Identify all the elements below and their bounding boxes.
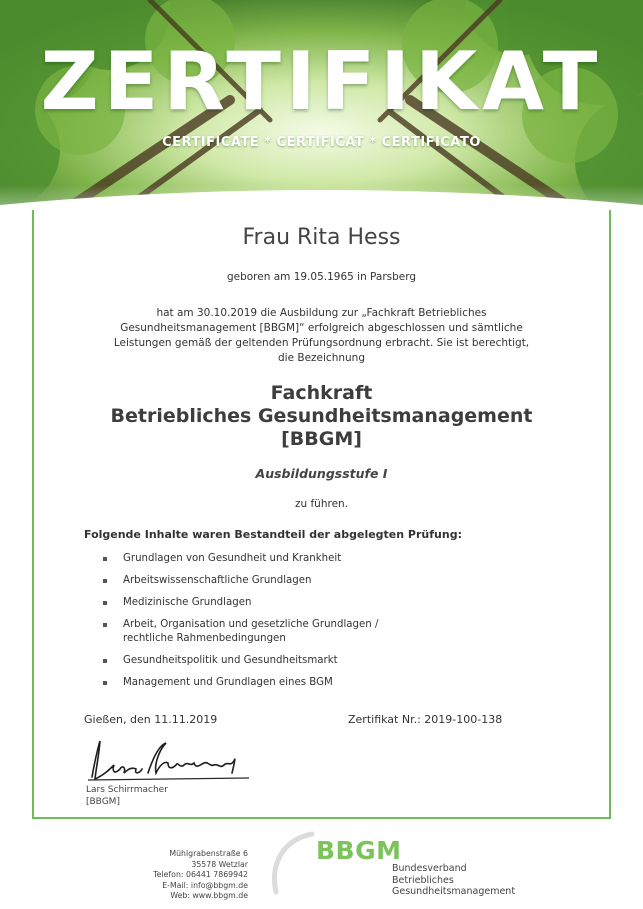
bullet-icon bbox=[103, 659, 107, 663]
organization-line: Bundesverband bbox=[392, 863, 467, 874]
address-web: Web: www.bbgm.de bbox=[170, 891, 248, 900]
handwritten-signature bbox=[84, 735, 254, 785]
statement-line: Leistungen gemäß der geltenden Prüfungsordnung erbracht. Sie ist berechtigt, bbox=[113, 337, 530, 349]
statement-line: die Bezeichnung bbox=[278, 352, 365, 364]
address-block bbox=[128, 849, 248, 902]
list-item bbox=[100, 596, 460, 610]
signature-image bbox=[84, 735, 254, 789]
lead-text: zu führen. bbox=[294, 498, 349, 510]
list-item-text: Management und Grundlagen eines BGM bbox=[123, 677, 333, 688]
signer-block bbox=[86, 784, 168, 808]
list-item-text: Arbeitswissenschaftliche Grundlagen bbox=[123, 575, 312, 586]
green-border-frame bbox=[32, 210, 611, 819]
address-city: 35578 Wetzlar bbox=[191, 859, 248, 869]
statement-line: hat am 30.10.2019 die Ausbildung zur „Fachkraft Betriebliches bbox=[156, 307, 487, 319]
statement-line: Gesundheitsmanagement [BBGM]“ erfolgreich abgeschlossen und sämtliche bbox=[120, 322, 523, 334]
organization-name bbox=[392, 863, 515, 898]
list-item bbox=[100, 654, 460, 668]
organization-line: Betriebliches bbox=[392, 874, 454, 886]
list-item bbox=[100, 552, 460, 566]
address-email: E-Mail: info@bbgm.de bbox=[162, 880, 248, 890]
signer-name: Lars Schirrmacher bbox=[86, 785, 168, 795]
list-item bbox=[100, 574, 460, 588]
signer-organization: [BBGM] bbox=[86, 797, 120, 807]
address-street: Mühlgrabenstraße 6 bbox=[169, 849, 248, 858]
training-level: Ausbildungsstufe I bbox=[255, 466, 388, 481]
qualification-title bbox=[60, 382, 583, 451]
certificate-subtitle: CERTIFICATE * CERTIFICAT * CERTIFICATO bbox=[162, 135, 481, 150]
list-item-text: Medizinische Grundlagen bbox=[123, 597, 252, 608]
certificate-title: ZERTIFIKAT bbox=[40, 35, 603, 128]
birth-line: geboren am 19.05.1965 in Parsberg bbox=[226, 271, 417, 283]
statement-paragraph bbox=[80, 306, 563, 366]
qualification-line: Fachkraft bbox=[270, 382, 373, 404]
bullet-icon bbox=[103, 557, 107, 561]
bullet-icon bbox=[103, 681, 107, 685]
bullet-icon bbox=[103, 623, 107, 627]
certificate-number: Zertifikat Nr.: 2019-100-138 bbox=[348, 713, 503, 726]
contents-list bbox=[100, 552, 460, 698]
bbgm-logo: BBGM bbox=[316, 836, 402, 865]
qualification-line: [BBGM] bbox=[281, 428, 362, 450]
bullet-icon bbox=[103, 579, 107, 583]
place-and-date: Gießen, den 11.11.2019 bbox=[84, 713, 218, 726]
list-item-text: Arbeit, Organisation und gesetzliche Grundlagen / rechtliche Rahmenbedingungen bbox=[123, 619, 379, 644]
organization-line: Gesundheitsmanagement bbox=[392, 886, 516, 897]
bullet-icon bbox=[103, 601, 107, 605]
list-item bbox=[100, 676, 460, 690]
list-item-text: Grundlagen von Gesundheit und Krankheit bbox=[123, 553, 342, 564]
recipient-name: Frau Rita Hess bbox=[242, 225, 401, 250]
logo-swoosh-icon bbox=[262, 830, 322, 904]
contents-heading: Folgende Inhalte waren Bestandteil der abgelegten Prüfung: bbox=[84, 528, 462, 541]
qualification-line: Betriebliches Gesundheitsmanagement bbox=[110, 405, 533, 427]
address-phone: Telefon: 06441 7869942 bbox=[153, 870, 248, 879]
list-item bbox=[100, 618, 423, 646]
list-item-text: Gesundheitspolitik und Gesundheitsmarkt bbox=[123, 655, 338, 666]
